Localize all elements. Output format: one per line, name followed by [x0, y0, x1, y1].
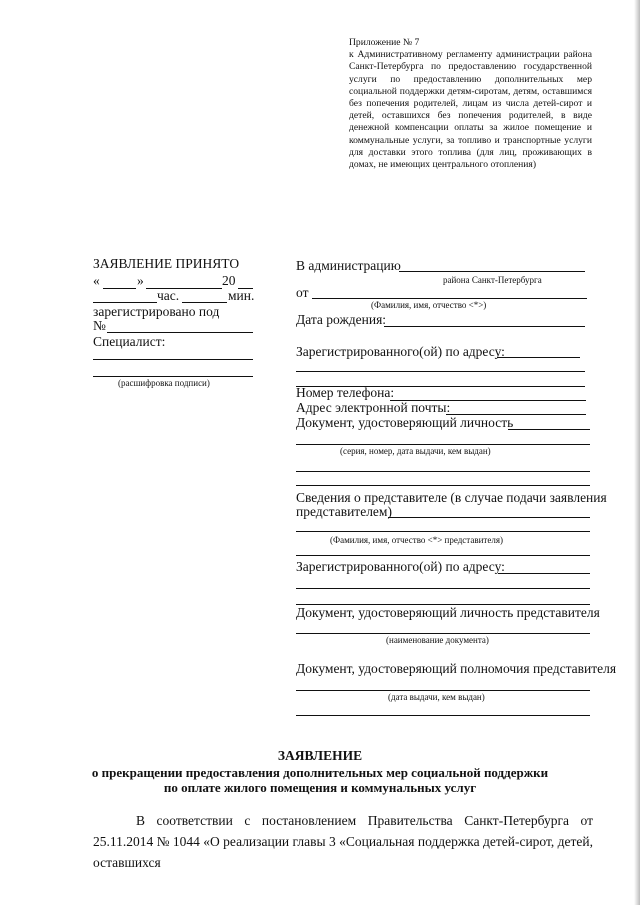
rep-info-field-1[interactable]: [388, 517, 590, 518]
date-year-prefix: 20: [222, 273, 236, 288]
statement-subheading-2: по оплате жилого помещения и коммунальных услуг: [163, 780, 477, 795]
date-quote-open: «: [93, 273, 100, 288]
fio-hint: (Фамилия, имя, отчество <*>): [371, 300, 487, 310]
rep-authority-doc-label: Документ, удостоверяющий полномочия представителя: [296, 661, 617, 676]
registration-number-field[interactable]: [107, 332, 253, 333]
date-day-field[interactable]: [103, 288, 136, 289]
accepted-label: ЗАЯВЛЕНИЕ ПРИНЯТО: [93, 256, 240, 271]
minutes-label: мин.: [228, 288, 255, 303]
registered-address-label: Зарегистрированного(ой) по адресу:: [296, 344, 505, 359]
rep-address-field-1[interactable]: [498, 573, 590, 574]
id-document-field-2[interactable]: [296, 444, 590, 445]
rep-issue-field-2[interactable]: [296, 715, 590, 716]
rep-fio-hint: (Фамилия, имя, отчество <*> представителя): [330, 535, 503, 545]
rep-fio-field-2[interactable]: [296, 555, 590, 556]
rep-address-field-2[interactable]: [296, 588, 590, 589]
hours-field[interactable]: [93, 302, 157, 303]
rep-issue-field[interactable]: [296, 690, 590, 691]
id-document-label: Документ, удостоверяющий личность: [296, 415, 514, 430]
date-quote-close: »: [137, 273, 144, 288]
number-sign: №: [93, 318, 106, 333]
appendix-note: [349, 37, 592, 171]
rep-fio-field[interactable]: [296, 531, 590, 532]
rep-info-label-2: представителем): [296, 504, 392, 519]
admin-name-field[interactable]: [399, 271, 585, 272]
rep-info-label-1: Сведения о представителе (в случае подачи заявления: [296, 490, 607, 505]
appendix-title: Приложение № 7: [349, 37, 420, 48]
rep-id-document-label: Документ, удостоверяющий личность представителя: [296, 605, 600, 620]
registered-label: зарегистрировано под: [93, 304, 220, 319]
email-label: Адрес электронной почты:: [296, 400, 451, 415]
page-edge: [634, 0, 640, 905]
address-field-line-2[interactable]: [296, 371, 585, 372]
hours-label: час.: [157, 288, 180, 303]
phone-label: Номер телефона:: [296, 385, 395, 400]
statement-paragraph: В соответствии с постановлением Правительства Санкт-Петербурга от 25.11.2014 № 1044 «О реализации главы 3 «Социальная поддержка детей-сирот, детей, оставшихся: [93, 813, 593, 870]
id-document-field-4[interactable]: [296, 485, 590, 486]
rep-issue-hint: (дата выдачи, кем выдан): [388, 692, 485, 702]
specialist-name-field[interactable]: [93, 359, 253, 360]
specialist-label: Специалист:: [93, 334, 166, 349]
id-document-field-1[interactable]: [508, 429, 590, 430]
statement-subheading-1: о прекращении предоставления дополнительных мер социальной поддержки: [91, 765, 549, 780]
rep-doc-name-field[interactable]: [296, 633, 590, 634]
rep-doc-name-hint: (наименование документа): [386, 635, 489, 645]
minutes-field[interactable]: [182, 302, 227, 303]
birth-date-field[interactable]: [384, 326, 585, 327]
birth-date-label: Дата рождения:: [296, 312, 387, 327]
appendix-text: к Административному регламенту администрации района Санкт-Петербурга по предоставлению государственной услуги по предоставлению дополнительных мер социальной поддержки детям-сиротам, детям, оставшимся без попечения родителей, лицам из числа детей-сирот и детей, оставшихся без попечения родителей, в виде денежной компенсации оплаты за жилое помещение и коммунальные услуги, за топливо и транспортные услуги для доставки этого топлива (для лиц, проживающих в домах, не имеющих центрального отопления): [349, 49, 592, 171]
district-hint: района Санкт-Петербурга: [443, 275, 542, 285]
id-document-field-3[interactable]: [296, 471, 590, 472]
rep-address-label: Зарегистрированного(ой) по адресу:: [296, 559, 505, 574]
statement-heading: ЗАЯВЛЕНИЕ: [277, 748, 363, 763]
address-field-line-1[interactable]: [497, 357, 580, 358]
signature-field[interactable]: [93, 376, 253, 377]
signature-decode-hint: (расшифровка подписи): [118, 378, 210, 388]
from-label: от: [296, 285, 309, 300]
applicant-fio-field[interactable]: [312, 298, 587, 299]
id-document-hint: (серия, номер, дата выдачи, кем выдан): [340, 446, 491, 456]
to-admin-label: В администрацию: [296, 258, 401, 273]
